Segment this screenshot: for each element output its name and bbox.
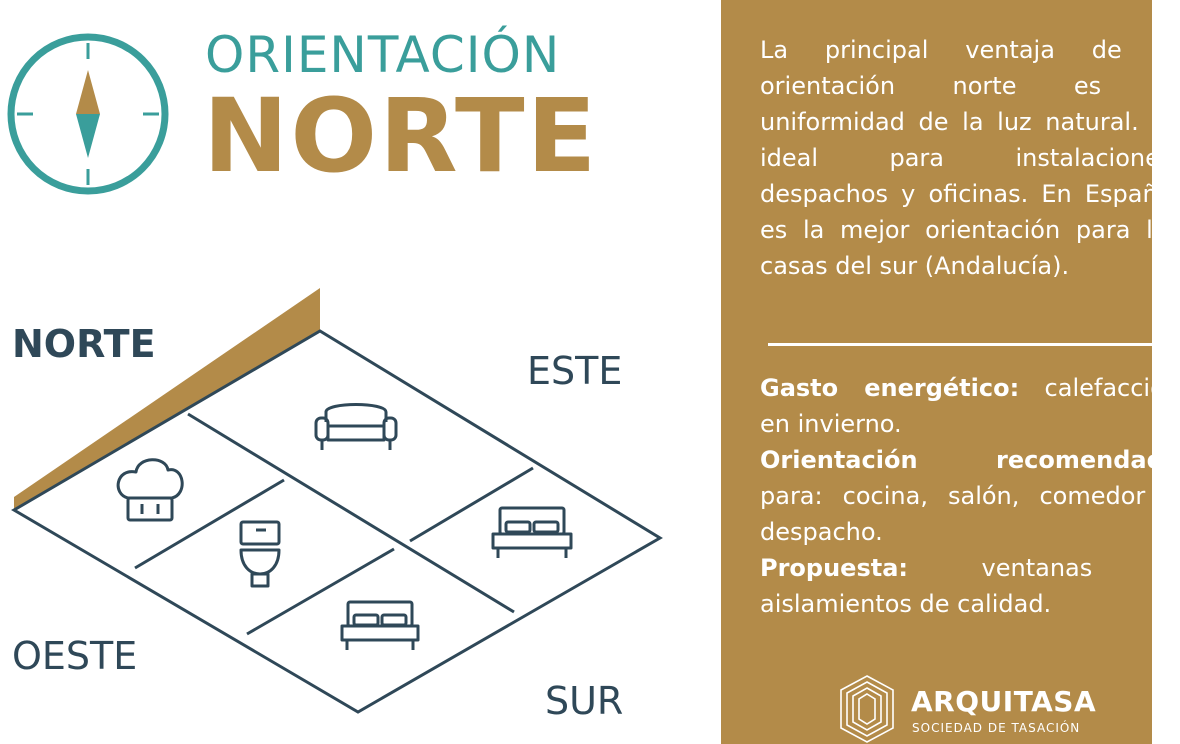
toilet-icon <box>241 522 279 586</box>
property-label: Orientación recomendada <box>760 446 1180 474</box>
label-oeste: OESTE <box>12 634 138 678</box>
property-text: ventanas y aislamientos de calidad. <box>760 554 1180 618</box>
info-panel <box>721 0 1180 744</box>
property-label: Gasto energético: <box>760 374 1020 402</box>
arquitasa-logo-icon <box>839 674 895 744</box>
property-text: calefacción en invierno. <box>760 374 1180 438</box>
label-sur: SUR <box>545 679 624 723</box>
properties-list <box>760 370 1180 622</box>
intro-text: La principal ventaja de la orientación norte es la uniformidad de la luz natural. Es ideal para instalaciones, despachos y oficinas. En España, es la mejor orientación para las casas del sur (Andalucía). <box>760 36 1180 280</box>
title-orientacion: ORIENTACIÓN <box>205 26 561 84</box>
property-energy <box>760 370 1180 442</box>
label-este: ESTE <box>527 349 623 393</box>
bed-icon <box>342 602 418 650</box>
property-recommended <box>760 442 1180 550</box>
bed-icon <box>493 508 571 558</box>
label-norte: NORTE <box>12 322 156 366</box>
divider <box>768 343 1168 346</box>
property-label: Propuesta: <box>760 554 909 582</box>
sofa-icon <box>316 405 396 451</box>
property-proposal <box>760 550 1180 622</box>
title-norte: NORTE <box>203 77 599 196</box>
property-text: para: cocina, salón, comedor o despacho. <box>760 482 1180 546</box>
brand-name: ARQUITASA <box>911 685 1097 718</box>
brand-tagline: SOCIEDAD DE TASACIÓN <box>912 721 1081 735</box>
chef-hat-icon <box>118 460 182 520</box>
compass-icon <box>0 26 180 206</box>
